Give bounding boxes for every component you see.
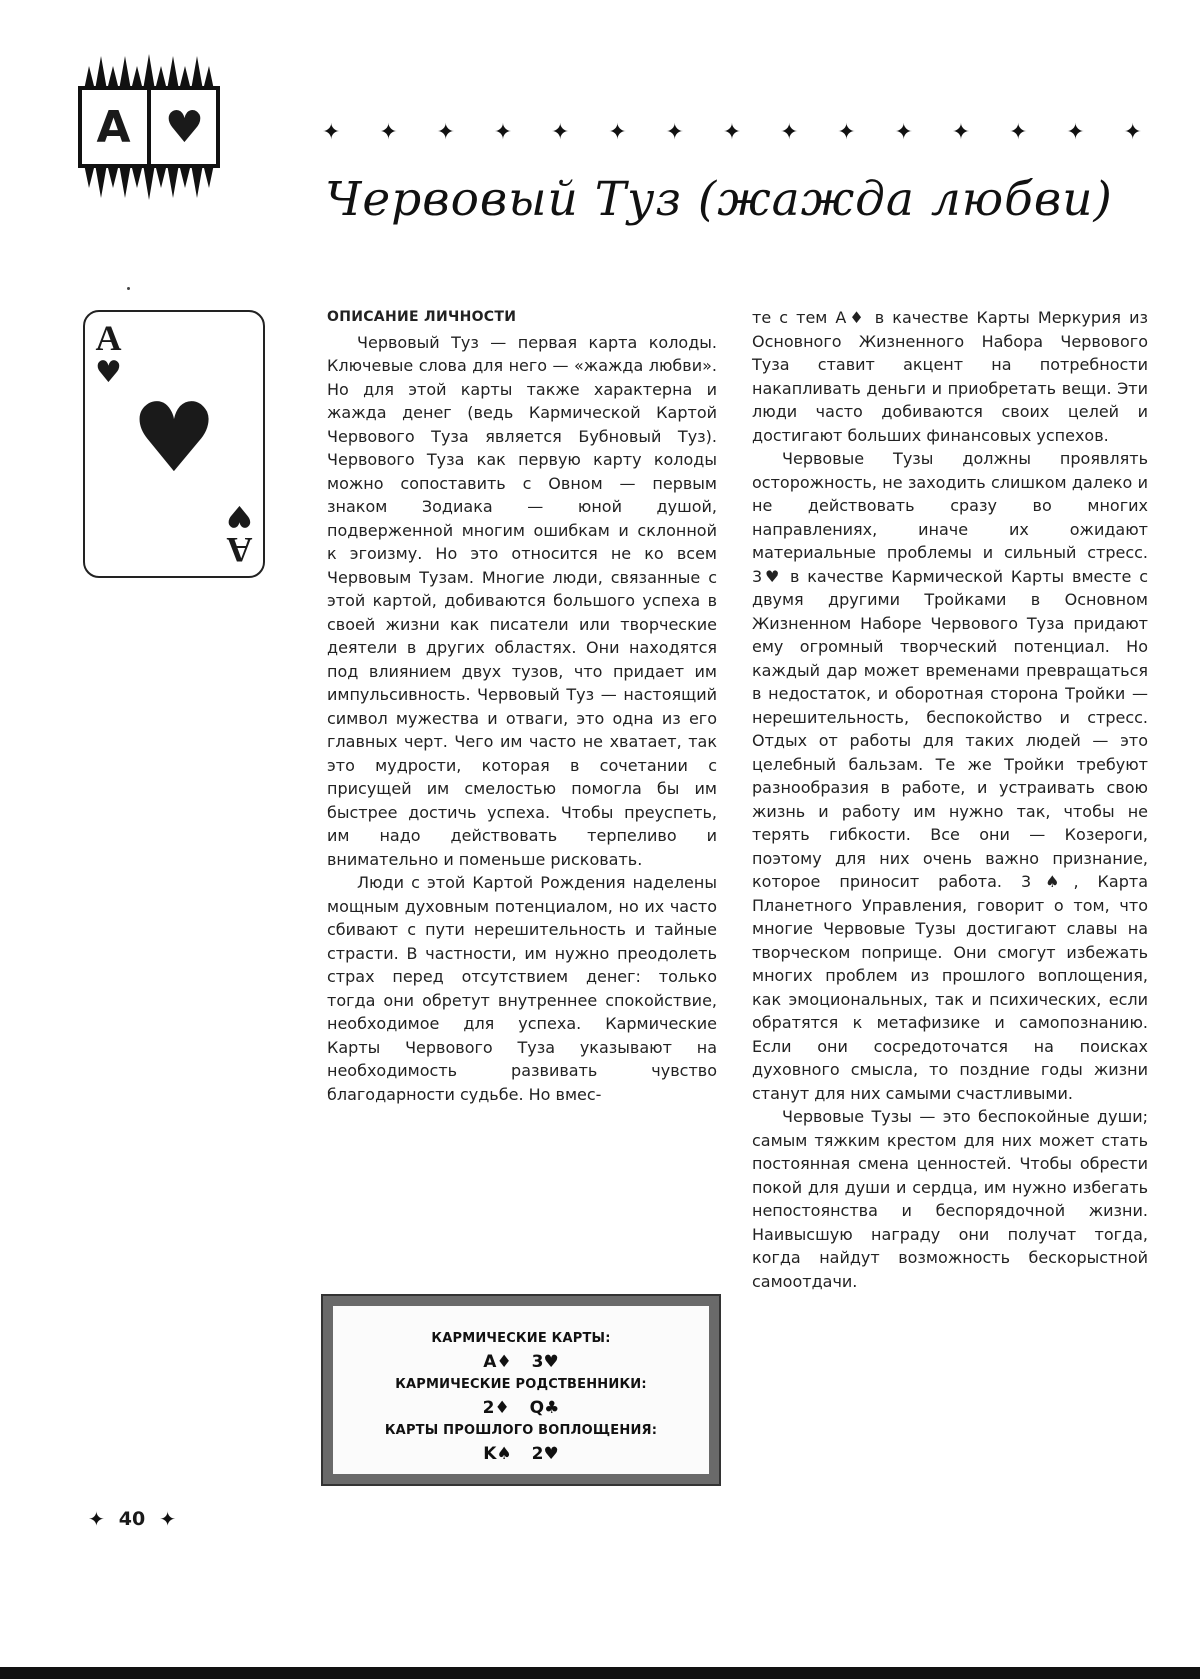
page-title: Червовый Туз (жажда любви): [325, 172, 1113, 227]
karmic-relatives-heading: КАРМИЧЕСКИЕ РОДСТВЕННИКИ:: [333, 1374, 709, 1396]
ornament-diamond-icon: ✦: [952, 122, 970, 144]
ornament-diamond-icon: ✦: [437, 122, 455, 144]
card-heart-icon-bottom: ♥: [226, 500, 253, 530]
paragraph: Червовые Тузы должны проявлять осторожность, не заходить слишком далеко и не действовать сразу во многих направлениях, иначе их ожидают материальные проблемы и сильный стресс. 3♥ в качестве Кармической Карты вместе с двумя другими Тройками в Основном Жизненном Наборе Червового Туза придают ему огромный творческий потенциал. Но каждый дар может временами превращаться в недостаток, и оборотная сторона Тройки — нерешительность, беспокойство и стресс. Отдых от работы для таких людей — это целебный бальзам. Те же Тройки требуют разнообразия в работе, и устраивать свою жизнь и работу им нужно так, чтобы не терять гибкости. Все они — Козероги, поэтому для них очень важно признание, которое приносит работа. 3♠, Карта Планетного Управления, говорит о том, что многие Червовые Тузы достигают славы на творческом поприще. Они смогут избежать многих проблем из прошлого воплощения, как эмоциональных, так и психических, если обратятся к метафизике и самопознанию. Если они сосредоточатся на поисках духовного смысла, то поздние годы жизни станут для них самыми счастливыми.: [752, 447, 1148, 1105]
ornament-diamond-icon: ✦: [1124, 122, 1142, 144]
card-rank-bottom: A: [226, 532, 253, 568]
section-heading: ОПИСАНИЕ ЛИЧНОСТИ: [327, 306, 717, 330]
karmic-cards-box: [323, 1296, 719, 1484]
paragraph: Червовый Туз — первая карта колоды. Ключевые слова для него — «жажда любви». Но для этой карты также характерна и жажда денег (ведь Кармической Картой Червового Туза является Бубновый Туз). Червового Туза как первую карту колоды можно сопоставить с Овном — первым знаком Зодиака — юной душой, подверженной многим ошибкам и склонной к эгоизму. Но это относится не ко всем Червовым Тузам. Многие люди, связанные с этой картой, добиваются большого успеха в своей жизни как писатели или творческие деятели в других областях. Они находятся под влиянием двух тузов, что придает им импульсивность. Червовый Туз — настоящий символ мужества и отваги, это одна из его главных черт. Чего им часто не хватает, так это мудрости, которая в сочетании с присущей им смелостью помогла бы им быстрее достичь успеха. Чтобы преуспеть, им надо действовать терпеливо и внимательно и поменьше рисковать.: [327, 331, 717, 872]
past-life-cards-values: K♠ 2♥: [333, 1442, 709, 1466]
badge-heart-icon: ♥: [149, 88, 220, 166]
past-life-cards-heading: КАРТЫ ПРОШЛОГО ВОПЛОЩЕНИЯ:: [333, 1420, 709, 1442]
ornament-diamond-icon: ✦: [1066, 122, 1084, 144]
ornament-diamond-icon: ✦: [666, 122, 684, 144]
ornament-diamond-icon: ✦: [780, 122, 798, 144]
page-folio: [88, 1507, 176, 1531]
ornament-diamond-icon: ✦: [895, 122, 913, 144]
ornament-diamond-icon: ✦: [1009, 122, 1027, 144]
ornament-row: [322, 118, 1142, 148]
scan-edge-bar: [0, 1667, 1200, 1679]
paragraph: те с тем A♦ в качестве Карты Меркурия из Основного Жизненного Набора Червового Туза ставит акцент на потребности накапливать деньги и приобретать вещи. Эти люди часто добиваются своих целей и достигают больших финансовых успехов.: [752, 306, 1148, 447]
paragraph: Люди с этой Картой Рождения наделены мощным духовным потенциалом, но их часто сбивают с пути нерешительность и тайные страсти. В частности, им нужно преодолеть страх перед отсутствием денег: только тогда они обретут внутреннее спокойствие, необходимое для успеха. Кармические Карты Червового Туза указывают на необходимость развивать чувство благодарности судьбе. Но вмес-: [327, 871, 717, 1106]
text-column-right: [752, 306, 1148, 1293]
paragraph: Червовые Тузы — это беспокойные души; самым тяжким крестом для них может стать постоянная смена ценностей. Чтобы обрести покой для души и сердца, им нужно избегать непостоянства и беспорядочной жизни. Наивысшую награду они получат тогда, когда найдут возможность бескорыстной самоотдачи.: [752, 1105, 1148, 1293]
card-heart-icon-top: ♥: [95, 358, 122, 388]
card-center-heart-icon: ♥: [85, 390, 263, 486]
card-rank-top: A: [95, 320, 122, 356]
badge-rank: A: [78, 88, 149, 166]
ornament-diamond-icon: ✦: [723, 122, 741, 144]
text-column-left: [327, 306, 717, 1106]
card-corner-bottom: [226, 500, 253, 568]
ornament-diamond-icon: ✦: [608, 122, 626, 144]
folio-ornament-icon-left: ✦: [88, 1507, 105, 1531]
ornament-diamond-icon: ✦: [322, 122, 340, 144]
ornament-diamond-icon: ✦: [379, 122, 397, 144]
folio-ornament-icon-right: ✦: [159, 1507, 176, 1531]
card-corner-top: [95, 320, 122, 388]
ace-hearts-badge: [78, 52, 220, 202]
ornament-diamond-icon: ✦: [837, 122, 855, 144]
page-number: 40: [119, 1508, 145, 1530]
ornament-diamond-icon: ✦: [551, 122, 569, 144]
ornament-diamond-icon: ✦: [494, 122, 512, 144]
karmic-cards-heading: КАРМИЧЕСКИЕ КАРТЫ:: [333, 1328, 709, 1350]
ace-of-hearts-card: [83, 310, 265, 578]
speck: [127, 287, 130, 290]
karmic-cards-values: A♦ 3♥: [333, 1350, 709, 1374]
karmic-relatives-values: 2♦ Q♣: [333, 1396, 709, 1420]
